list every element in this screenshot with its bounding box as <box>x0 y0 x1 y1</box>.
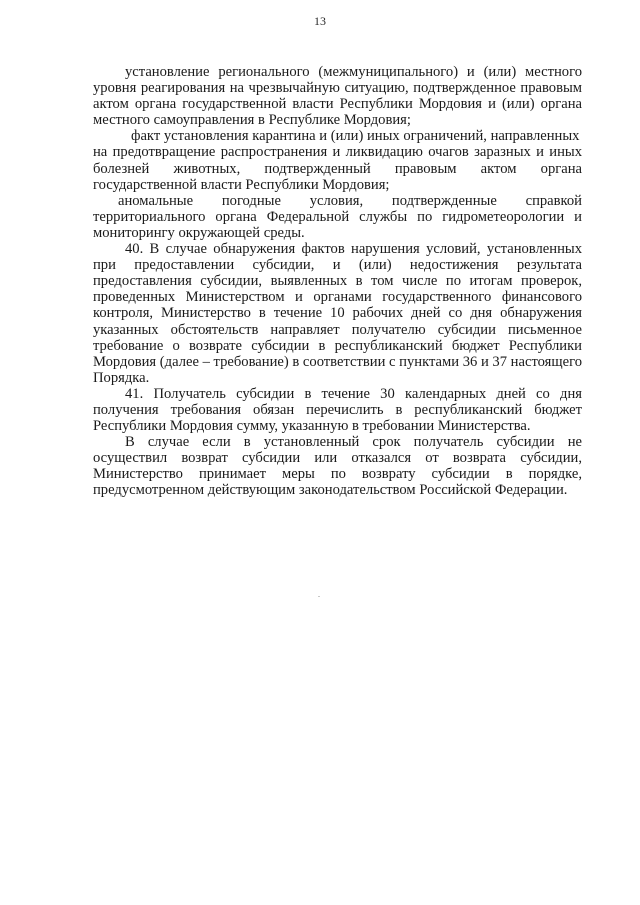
paragraph-regional-emergency: установление регионального (межмуниципального) и (или) местного уровня реагирования на чрезвычайную ситуацию, подтвержденное правовым актом органа государственной власти Республики Мордовия и (или) органа местного самоуправления в Республике Мордовия; <box>93 64 582 129</box>
paragraph-40: 40. В случае обнаружения фактов нарушения условий, установленных при предоставлении субсидии, и (или) недостижения результата предоставления субсидии, выявленных в том числе по итогам проверок, проведенных Министерством и органами государственного финансового контроля, Министерство в течение 10 рабочих дней со дня обнаружения указанных обстоятельств направляет получателю субсидии письменное требование о возврате субсидии в республиканский бюджет Республики Мордовия (далее – требование) в соответствии с пунктами 36 и 37 настоящего Порядка. <box>93 241 582 386</box>
paragraph-weather-conditions: аномальные погодные условия, подтвержденные справкой территориального органа Федеральной службы по гидрометеорологии и мониторингу окружающей среды. <box>93 192 582 241</box>
paragraph-quarantine-first-line: факт установления карантина и (или) иных ограничений, направленных <box>131 128 580 145</box>
page-number: 13 <box>314 14 326 28</box>
paragraph-quarantine-rest: на предотвращение распространения и ликвидацию очагов заразных и иных болезней животных, подтвержденный правовым актом органа государственной власти Республики Мордовия; <box>93 144 582 193</box>
document-body <box>93 64 582 499</box>
scan-speck <box>318 596 320 597</box>
paragraph-refund-measures: В случае если в установленный срок получатель субсидии не осуществил возврат субсидии или отказался от возврата субсидии, Министерство принимает меры по возврату субсидии в порядке, предусмотренном действующим законодательством Российской Федерации. <box>93 434 582 499</box>
paragraph-41: 41. Получатель субсидии в течение 30 календарных дней со дня получения требования обязан перечислить в республиканский бюджет Республики Мордовия сумму, указанную в требовании Министерства. <box>93 385 582 435</box>
